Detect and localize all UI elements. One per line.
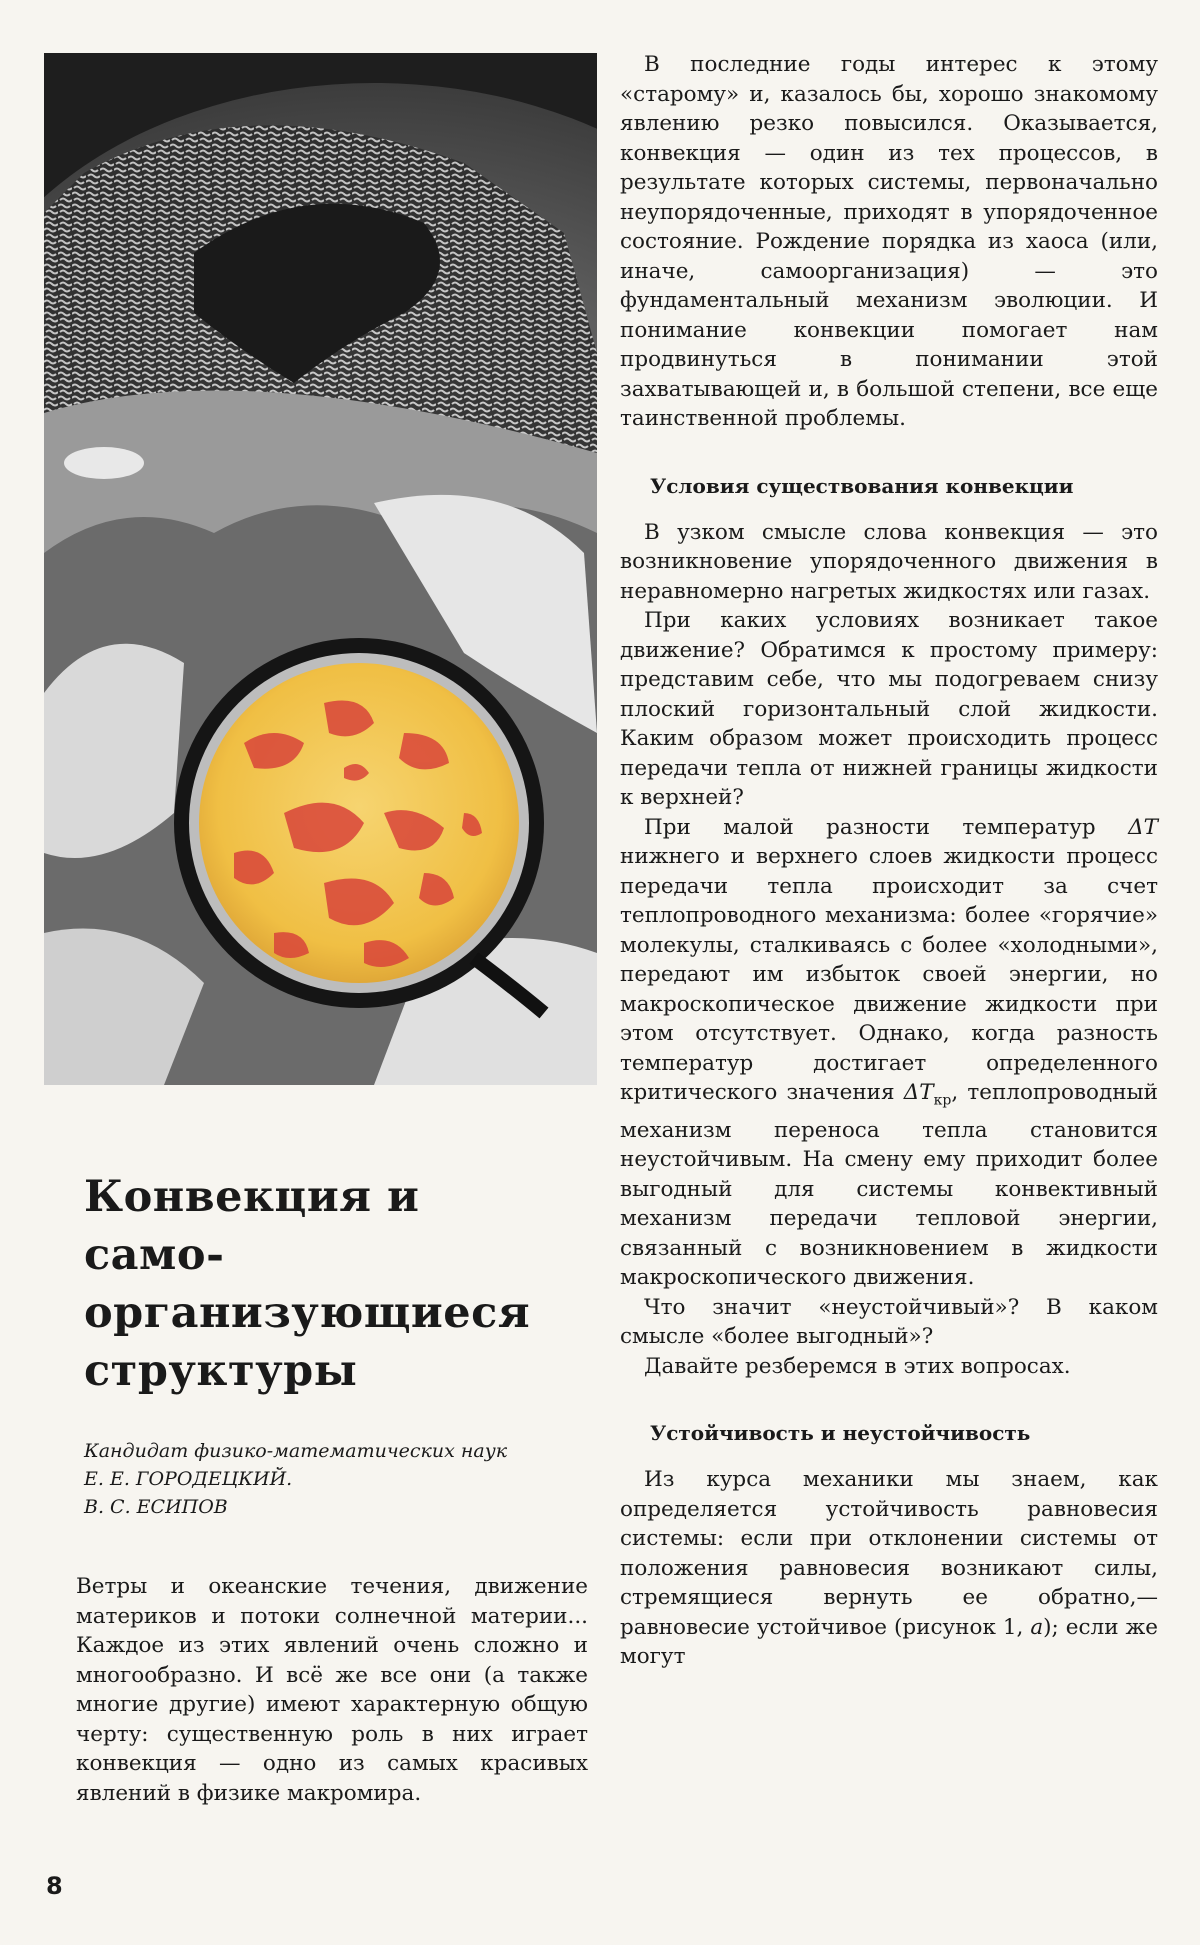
paragraph: В последние годы интерес к этому «старому» и, казалось бы, хорошо знакомому явлению резко повысился. Оказывается, конвекция — один из тех процессов, в результате которых системы, первоначально неупорядоченные, приходят в упорядоченное состояние. Рождение порядка из хаоса (или, иначе, самоорганизация) — это фундаментальный механизм эволюции. И понимание конвекции помогает нам продвинуться в понимании этой захватывающей и, в большой степени, все еще таинственной проблемы. xyxy=(620,52,1158,431)
intro-paragraph: Ветры и океанские течения, движение материков и потоки солнечной материи... Каждое из этих явлений очень сложно и многообразно. И всё же все они (а также многие другие) имеют характерную общую черту: существенную роль в них играет конвекция — одно из самых красивых явлений в физике макромира. xyxy=(76,1574,588,1806)
author-degree: Кандидат физико-математических наук xyxy=(84,1440,508,1462)
article-title xyxy=(84,1168,564,1400)
paragraph-text: нижнего и верхнего слоев жидкости процесс передачи тепла происходит за счет теплопроводного механизма: более «горячие» молекулы, сталкиваясь с более «холодными», передают им избыток своей энергии, но макроскопическое движение жидкости при этом отсутствует. Однако, когда разность температур достигает определенного критического значения xyxy=(620,844,1158,1105)
section-heading: Устойчивость и неустойчивость xyxy=(650,1421,1031,1446)
intro-column xyxy=(76,1572,588,1808)
delta-t-symbol: ΔT xyxy=(903,1080,934,1105)
convection-illustration xyxy=(44,53,597,1085)
byline xyxy=(84,1437,584,1521)
subscript-kr: кр xyxy=(933,1092,952,1109)
section-heading: Условия существования конвекции xyxy=(650,473,1074,498)
paragraph xyxy=(620,1465,1158,1672)
title-line: Конвекция и xyxy=(84,1172,420,1222)
title-line: само- xyxy=(84,1230,225,1280)
paragraph-text: ); если же могут xyxy=(620,1614,1158,1670)
paragraph: При каких условиях возникает такое движение? Обратимся к простому примеру: представим себе, что мы подогреваем снизу плоский горизонтальный слой жидкости. Каким образом может происходить процесс передачи тепла от нижней границы жидкости к верхней? xyxy=(620,608,1158,810)
title-line: организующиеся xyxy=(84,1288,531,1338)
figure-ref: а xyxy=(1030,1614,1044,1640)
title-line: структуры xyxy=(84,1346,358,1396)
paragraph-text: Из курса механики мы знаем, как определяется устойчивость равновесия системы: если при отклонении системы от положения равновесия возникают силы, стремящиеся вернуть ее обратно,— равновесие устойчивое (рисунок 1, xyxy=(620,1467,1158,1640)
paragraph: В узком смысле слова конвекция — это возникновение упорядоченного движения в неравномерно нагретых жидкостях или газах. xyxy=(620,519,1158,604)
right-column xyxy=(620,50,1158,1672)
author-name: В. С. ЕСИПОВ xyxy=(84,1496,228,1518)
paragraph: Давайте резберемся в этих вопросах. xyxy=(644,1353,1071,1379)
page-number: 8 xyxy=(46,1872,63,1900)
paragraph-text: При малой разности температур xyxy=(644,814,1129,840)
paragraph-text: , теплопроводный механизм переноса тепла становится неустойчивым. На смену ему приходит более выгодный для системы конвективный механизм передачи тепловой энергии, связанный с возникновением в жидкости макроскопического движения. xyxy=(620,1080,1158,1291)
author-name: Е. Е. ГОРОДЕЦКИЙ. xyxy=(84,1468,293,1490)
delta-t-symbol: ΔT xyxy=(1128,814,1158,840)
paragraph xyxy=(620,813,1158,1293)
convection-photo-illustration xyxy=(44,53,597,1085)
paragraph: Что значит «неустойчивый»? В каком смысле «более выгодный»? xyxy=(620,1294,1158,1350)
